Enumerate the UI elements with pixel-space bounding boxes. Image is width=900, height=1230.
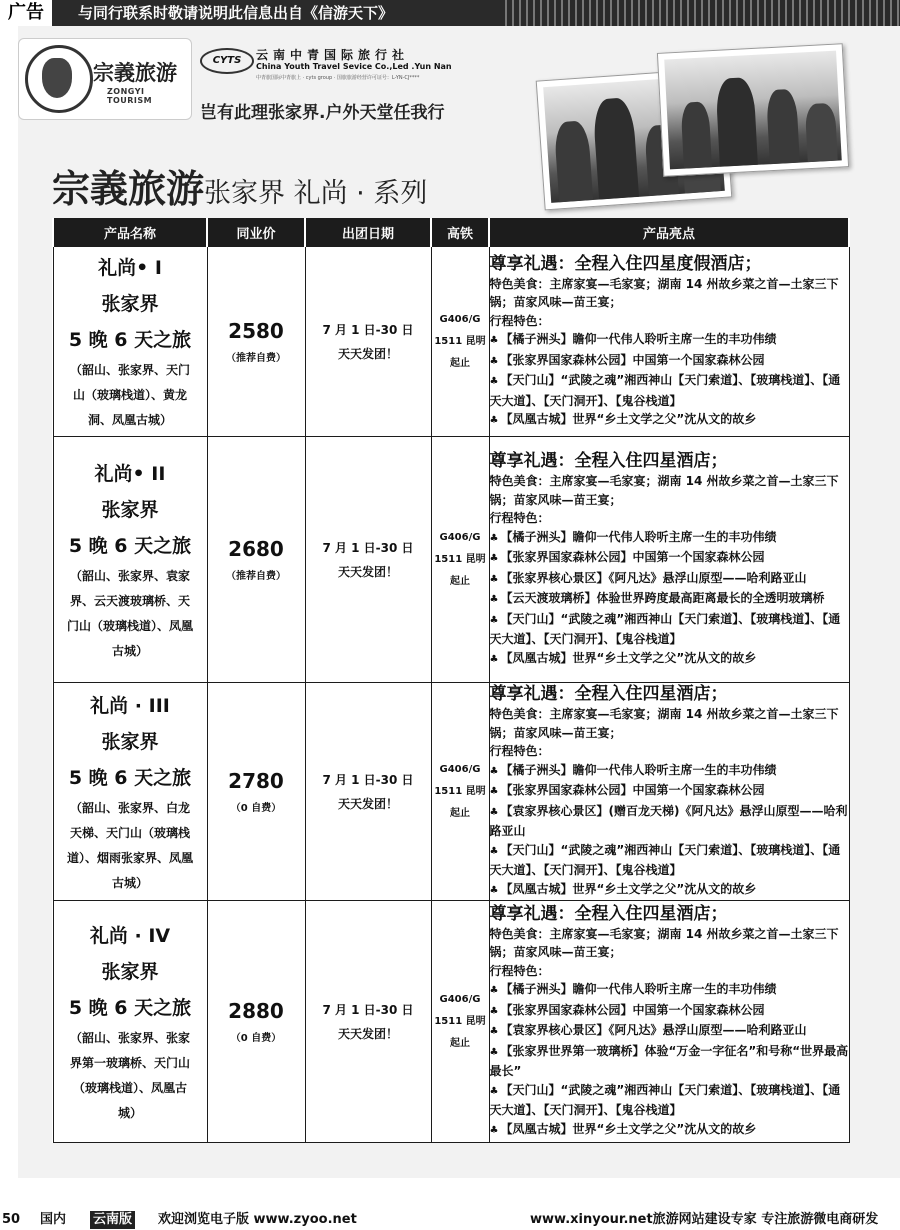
col-header: 产品亮点 xyxy=(489,218,849,247)
col-header: 产品名称 xyxy=(53,218,207,247)
decorative-stripes xyxy=(500,0,900,26)
product-route: （韶山、张家界、天门山（玻璃栈道）、黄龙洞、凤凰古城） xyxy=(69,363,190,427)
date-frequency: 天天发团！ xyxy=(337,346,398,361)
highlight-item: ♣ 【橘子洲头】瞻仰一代伟人聆听主席一生的丰功伟绩 xyxy=(490,761,849,782)
highlight-label: 行程特色： xyxy=(489,511,550,525)
edition-badge: 云南版 xyxy=(90,1211,135,1229)
mountain-photo-right xyxy=(657,43,849,177)
highlight-item: ♣ 【张家界核心景区】《阿凡达》悬浮山原型——哈利路亚山 xyxy=(490,569,849,590)
partner-name-en: China Youth Travel Sevice Co.,Led .Yun Nan xyxy=(256,62,452,71)
page-footer xyxy=(0,1210,900,1230)
highlight-food: 特色美食：主席家宴—毛家宴；湖南 14 州故乡菜之首—土家三下锅；苗家风味—苗王宴； xyxy=(489,276,839,309)
departure-date-cell xyxy=(305,437,431,683)
highlight-item: ♣ 【天门山】“武陵之魂”湘西神山【天门索道】、【玻璃栈道】、【通天大道】、【天门洞开】、【鬼谷栈道】 xyxy=(490,841,849,880)
date-range: 7 月 1 日-30 日 xyxy=(322,772,414,787)
product-destination: 张家界 xyxy=(101,293,159,315)
title-main: 宗義旅游 xyxy=(52,167,205,211)
product-route: （韶山、张家界、袁家界、云天渡玻璃桥、天门山（玻璃栈道）、凤凰古城） xyxy=(66,568,193,658)
date-frequency: 天天发团！ xyxy=(337,564,398,579)
col-header: 出团日期 xyxy=(305,218,431,247)
departure-date-cell xyxy=(305,683,431,901)
highlight-title: 尊享礼遇：全程入住四星酒店； xyxy=(489,451,728,471)
date-range: 7 月 1 日-30 日 xyxy=(322,1002,414,1017)
ad-tag: 广告 xyxy=(0,0,52,26)
ad-header-bar xyxy=(0,0,900,26)
product-destination: 张家界 xyxy=(101,730,159,753)
highlight-label: 行程特色： xyxy=(489,744,550,758)
highlight-item: ♣ 【天门山】“武陵之魂”湘西神山【天门索道】、【玻璃栈道】、【通天大道】、【天门洞开】、【鬼谷栈道】 xyxy=(490,610,849,649)
col-header: 同业价 xyxy=(207,218,305,247)
table-row xyxy=(53,901,849,1143)
footer-site-link[interactable]: www.xinyour.net旅游网站建设专家 专注旅游微电商研发 xyxy=(530,1212,879,1227)
highlight-item: ♣ 【云天渡玻璃桥】体验世界跨度最高距离最长的全透明玻璃桥 xyxy=(490,589,849,610)
highlight-label: 行程特色： xyxy=(489,313,550,328)
page-number: 50 xyxy=(2,1212,21,1227)
title-sub: 张家界 礼尚 · 系列 xyxy=(204,178,428,209)
highlight-item: ♣ 【橘子洲头】瞻仰一代伟人聆听主席一生的丰功伟绩 xyxy=(490,528,849,549)
price-cell xyxy=(207,437,305,683)
browse-link[interactable]: 欢迎浏览电子版 www.zyoo.net xyxy=(158,1212,357,1227)
highlight-item: ♣ 【张家界国家森林公园】中国第一个国家森林公园 xyxy=(490,1001,849,1022)
highlight-item: ♣ 【天门山】“武陵之魂”湘西神山【天门索道】、【玻璃栈道】、【通天大道】、【天门洞开】、【鬼谷栈道】 xyxy=(490,1081,849,1120)
product-table xyxy=(52,218,850,1143)
table-row xyxy=(53,437,849,683)
brand-name: 宗義旅游 xyxy=(93,61,177,85)
highlight-food: 特色美食：主席家宴—毛家宴；湖南 14 州故乡菜之首—土家三下锅；苗家风味—苗王宴； xyxy=(489,926,839,960)
highlight-title: 尊享礼遇：全程入住四星酒店； xyxy=(489,684,728,704)
product-route: （韶山、张家界、白龙天梯、天门山（玻璃栈道）、烟雨张家界、凤凰古城） xyxy=(66,800,193,890)
slogan: 岂有此理张家界.户外天堂任我行 xyxy=(200,103,445,123)
price-note: （推荐自费） xyxy=(226,353,286,364)
col-header: 高铁 xyxy=(431,218,489,247)
zongyi-logo xyxy=(18,38,192,120)
product-series: 礼尚• II xyxy=(94,462,166,485)
price-value: 2580 xyxy=(228,319,284,343)
date-frequency: 天天发团！ xyxy=(337,796,398,811)
price-note: （0 自费） xyxy=(230,1033,282,1044)
ad-notice: 与同行联系时敬请说明此信息出自《信游天下》 xyxy=(78,4,394,22)
highlight-food: 特色美食：主席家宴—毛家宴；湖南 14 州故乡菜之首—土家三下锅；苗家风味—苗王宴； xyxy=(489,707,839,740)
date-range: 7 月 1 日-30 日 xyxy=(322,540,414,555)
departure-date-cell xyxy=(305,901,431,1143)
brand-name-en: ZONGYI TOURISM xyxy=(107,87,153,105)
date-frequency: 天天发团！ xyxy=(337,1026,398,1041)
highlight-item: ♣ 【张家界国家森林公园】中国第一个国家森林公园 xyxy=(490,548,849,569)
product-series: 礼尚• I xyxy=(98,257,162,279)
price-cell xyxy=(207,683,305,901)
highlight-item: ♣ 【张家界世界第一玻璃桥】体验“万金一字征名”和号称“世界最高最长” xyxy=(490,1042,849,1081)
product-destination: 张家界 xyxy=(101,960,159,983)
price-note: （0 自费） xyxy=(230,803,282,814)
product-duration: 5 晚 6 天之旅 xyxy=(68,766,192,789)
price-value: 2780 xyxy=(228,769,284,793)
cyts-logo xyxy=(200,46,520,86)
product-name-cell xyxy=(53,901,207,1143)
highlight-item: ♣ 【凤凰古城】世界“乡土文学之父”沈从文的故乡 xyxy=(490,880,849,901)
cyts-mark: CYTS xyxy=(200,48,254,74)
highlights-cell xyxy=(489,901,849,1143)
highlight-item: ♣ 【袁家界核心景区】(赠百龙天梯)《阿凡达》悬浮山原型——哈利路亚山 xyxy=(490,802,849,841)
product-duration: 5 晚 6 天之旅 xyxy=(68,996,192,1019)
section-label: 国内 xyxy=(40,1212,67,1227)
highlights-cell xyxy=(489,683,849,901)
page-title xyxy=(52,158,427,213)
product-route: （韶山、张家界、张家界第一玻璃桥、天门山（玻璃栈道）、凤凰古城） xyxy=(69,1030,190,1120)
table-header-row xyxy=(53,218,849,247)
price-note: （推荐自费） xyxy=(226,571,286,582)
departure-date-cell xyxy=(305,247,431,437)
highlight-label: 行程特色： xyxy=(489,963,550,978)
partner-name: 云南中青国际旅行社 xyxy=(256,48,410,62)
highlight-item: ♣ 【袁家界核心景区】《阿凡达》悬浮山原型——哈利路亚山 xyxy=(490,1021,849,1042)
table-row xyxy=(53,683,849,901)
highlight-item: ♣ 【凤凰古城】世界“乡土文学之父”沈从文的故乡 xyxy=(490,410,849,431)
price-cell xyxy=(207,247,305,437)
highlight-item: ♣ 【张家界国家森林公园】中国第一个国家森林公园 xyxy=(490,781,849,802)
train-cell: G406/G 1511 昆明起止 xyxy=(431,901,489,1143)
product-duration: 5 晚 6 天之旅 xyxy=(68,534,192,557)
highlight-item: ♣ 【凤凰古城】世界“乡土文学之父”沈从文的故乡 xyxy=(490,649,849,670)
highlight-item: ♣ 【凤凰古城】世界“乡土文学之父”沈从文的故乡 xyxy=(490,1120,849,1141)
train-cell: G406/G 1511 昆明起止 xyxy=(431,683,489,901)
product-series: 礼尚 · III xyxy=(90,694,170,717)
price-value: 2880 xyxy=(228,999,284,1023)
highlight-food: 特色美食：主席家宴—毛家宴；湖南 14 州故乡菜之首—土家三下锅；苗家风味—苗王宴； xyxy=(489,474,839,507)
highlights-cell xyxy=(489,247,849,437)
product-destination: 张家界 xyxy=(101,498,159,521)
train-cell: G406/G 1511 昆明起止 xyxy=(431,247,489,437)
highlight-item: ♣ 【橘子洲头】瞻仰一代伟人聆听主席一生的丰功伟绩 xyxy=(490,330,849,351)
product-series: 礼尚 · IV xyxy=(89,924,171,947)
highlight-item: ♣ 【天门山】“武陵之魂”湘西神山【天门索道】、【玻璃栈道】、【通天大道】、【天门洞开】、【鬼谷栈道】 xyxy=(490,371,849,410)
table-row xyxy=(53,247,849,437)
highlight-title: 尊享礼遇：全程入住四星度假酒店； xyxy=(489,253,762,274)
highlights-cell xyxy=(489,437,849,683)
footprint-icon xyxy=(25,45,93,113)
product-name-cell xyxy=(53,437,207,683)
highlight-item: ♣ 【橘子洲头】瞻仰一代伟人聆听主席一生的丰功伟绩 xyxy=(490,980,849,1001)
highlight-item: ♣ 【张家界国家森林公园】中国第一个国家森林公园 xyxy=(490,351,849,372)
product-name-cell xyxy=(53,683,207,901)
price-cell xyxy=(207,901,305,1143)
date-range: 7 月 1 日-30 日 xyxy=(322,322,414,337)
product-duration: 5 晚 6 天之旅 xyxy=(68,329,192,351)
product-name-cell xyxy=(53,247,207,437)
train-cell: G406/G 1511 昆明起止 xyxy=(431,437,489,683)
highlight-title: 尊享礼遇：全程入住四星酒店； xyxy=(489,903,728,924)
partner-fine-print: 中青旅国际中青旅上 · cyts group · 国旅旅游经营许可证号：L-YN-CJ**** xyxy=(256,75,420,81)
price-value: 2680 xyxy=(228,537,284,561)
